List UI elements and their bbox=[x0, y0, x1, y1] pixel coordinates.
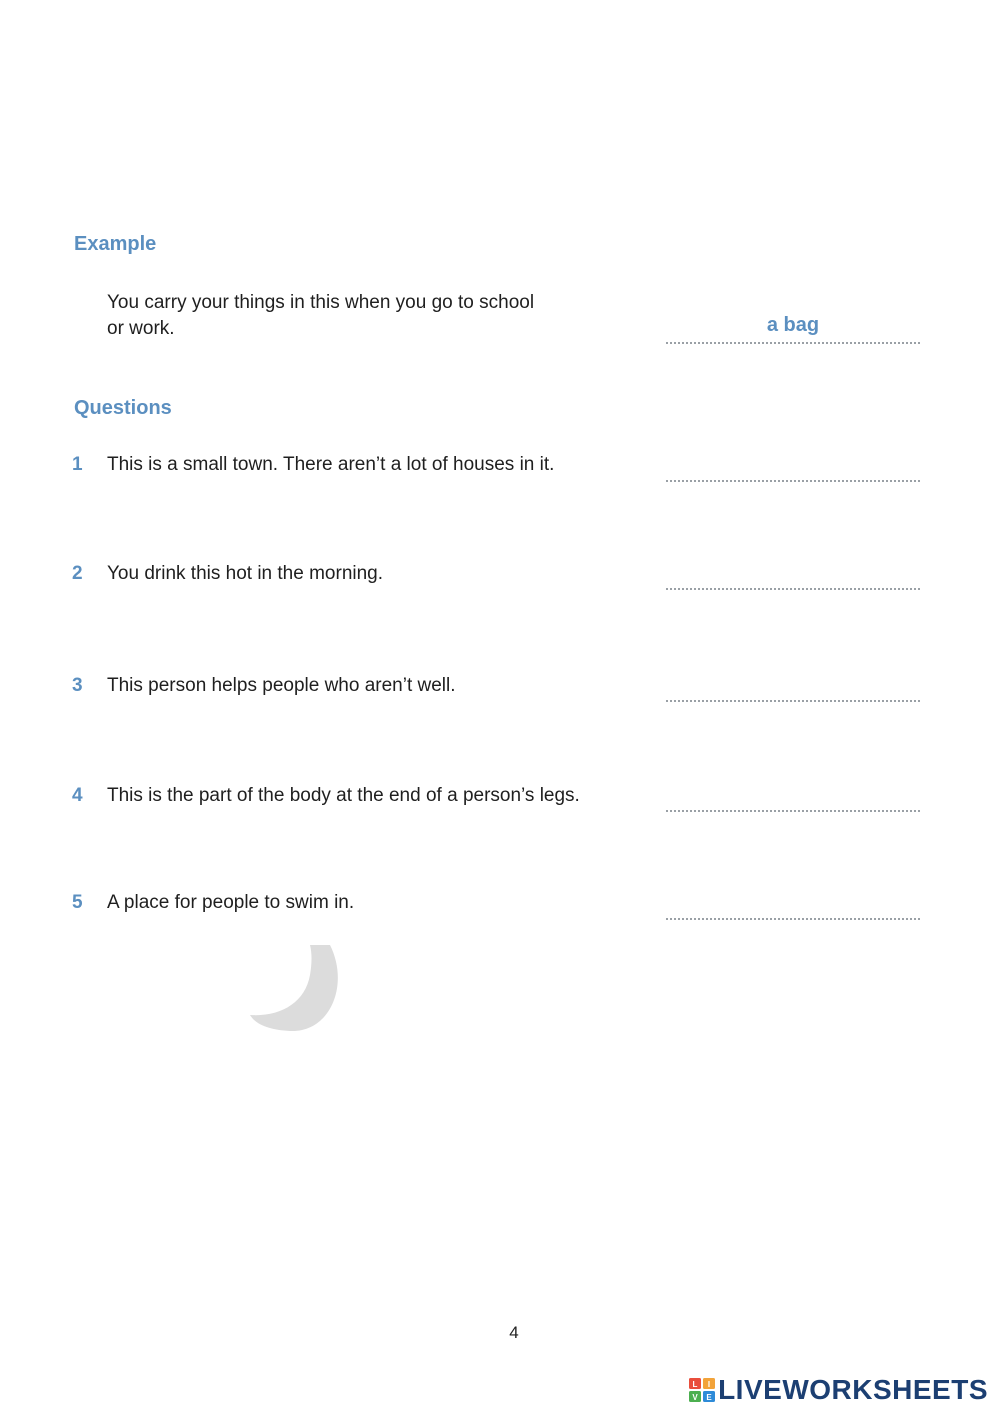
liveworksheets-logo bbox=[689, 1374, 988, 1406]
question-2-number: 2 bbox=[72, 563, 83, 584]
question-3-number: 3 bbox=[72, 675, 83, 696]
question-4-answer-input[interactable] bbox=[666, 780, 920, 812]
decorative-arc bbox=[250, 945, 350, 1035]
page-number: 4 bbox=[509, 1323, 519, 1342]
liveworksheets-logo-icon bbox=[689, 1377, 715, 1403]
example-answer: a bag bbox=[766, 314, 820, 336]
svg-text:I: I bbox=[707, 1380, 711, 1389]
example-prompt bbox=[107, 290, 534, 342]
question-2-text: You drink this hot in the morning. bbox=[107, 563, 384, 584]
svg-text:L: L bbox=[692, 1380, 698, 1389]
example-heading: Example bbox=[74, 233, 157, 255]
question-2-answer-input[interactable] bbox=[666, 558, 920, 590]
example-answer-line bbox=[666, 342, 920, 344]
question-1-number: 1 bbox=[72, 454, 83, 475]
question-3-text: This person helps people who aren’t well. bbox=[107, 675, 456, 696]
question-1-text: This is a small town. There aren’t a lot of houses in it. bbox=[107, 454, 555, 475]
question-5-number: 5 bbox=[72, 892, 83, 913]
liveworksheets-logo-text: LIVEWORKSHEETS bbox=[718, 1374, 988, 1405]
question-5-answer-input[interactable] bbox=[666, 888, 920, 920]
question-1-answer-input[interactable] bbox=[666, 450, 920, 482]
svg-text:E: E bbox=[706, 1393, 712, 1402]
svg-text:V: V bbox=[692, 1393, 698, 1402]
question-4-number: 4 bbox=[72, 785, 83, 806]
example-prompt-line2: or work. bbox=[107, 318, 175, 339]
question-4-text: This is the part of the body at the end of a person’s legs. bbox=[107, 785, 580, 806]
question-5-text: A place for people to swim in. bbox=[107, 892, 355, 913]
questions-heading: Questions bbox=[74, 397, 172, 419]
question-3-answer-input[interactable] bbox=[666, 670, 920, 702]
example-prompt-line1: You carry your things in this when you go to school bbox=[107, 292, 535, 313]
